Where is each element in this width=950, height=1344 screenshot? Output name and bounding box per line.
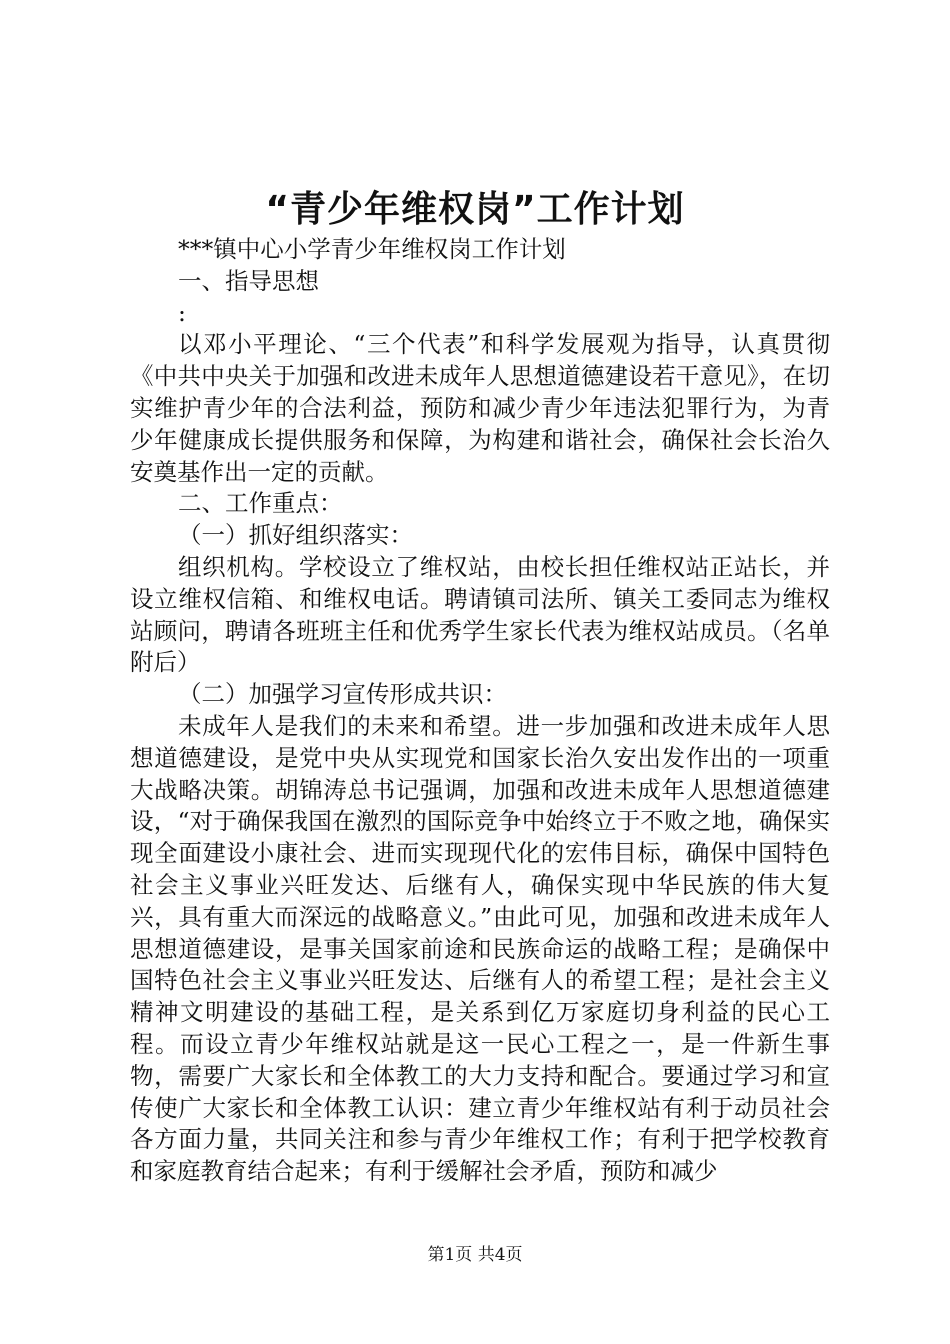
paragraph-organization: 组织机构。学校设立了维权站，由校长担任维权站正站长，并设立维权信箱、和维权电话。聘请镇司法所、镇关工委同志为维权站顾问，聘请各班班主任和优秀学生家长代表为维权站成员。（名单附后） xyxy=(130,552,830,677)
paragraph-study-promotion: 未成年人是我们的未来和希望。进一步加强和改进未成年人思想道德建设，是党中央从实现党和国家长治久安出发作出的一项重大战略决策。胡锦涛总书记强调，加强和改进未成年人思想道德建设，“对于确保我国在激烈的国际竞争中始终立于不败之地，确保实现全面建设小康社会、进而实现现代化的宏伟目标，确保中国特色社会主义事业兴旺发达、后继有人，确保实现中华民族的伟大复兴，具有重大而深远的战略意义。”由此可见，加强和改进未成年人思想道德建设，是事关国家前途和民族命运的战略工程；是确保中国特色社会主义事业兴旺发达、后继有人的希望工程；是社会主义精神文明建设的基础工程，是关系到亿万家庭切身利益的民心工程。而设立青少年维权站就是这一民心工程之一，是一件新生事物，需要广大家长和全体教工的大力支持和配合。要通过学习和宣传使广大家长和全体教工认识：建立青少年维权站有利于动员社会各方面力量，共同关注和参与青少年维权工作；有利于把学校教育和家庭教育结合起来；有利于缓解社会矛盾，预防和减少 xyxy=(130,711,830,1186)
document-title: “青少年维权岗”工作计划 xyxy=(265,189,685,230)
colon-line: : xyxy=(178,298,186,327)
section-heading-work-focus: 二、工作重点： xyxy=(178,489,343,518)
subsection-heading-study-promotion: （二）加强学习宣传形成共识： xyxy=(178,680,507,709)
paragraph-guiding-ideology: 以邓小平理论、“三个代表”和科学发展观为指导，认真贯彻《中共中央关于加强和改进未成年人思想道德建设若干意见》，在切实维护青少年的合法利益，预防和减少青少年违法犯罪行为，为青少年健康成长提供服务和保障，为构建和谐社会，确保社会长治久安奠基作出一定的贡献。 xyxy=(130,330,830,486)
document-body xyxy=(130,234,830,1188)
subsection-heading-organization: （一）抓好组织落实： xyxy=(178,521,413,550)
section-heading-guiding-ideology: 一、指导思想 xyxy=(178,266,319,295)
school-plan-heading: ***镇中心小学青少年维权岗工作计划 xyxy=(178,235,566,263)
page-footer: 第1页 共4页 xyxy=(427,1245,523,1265)
